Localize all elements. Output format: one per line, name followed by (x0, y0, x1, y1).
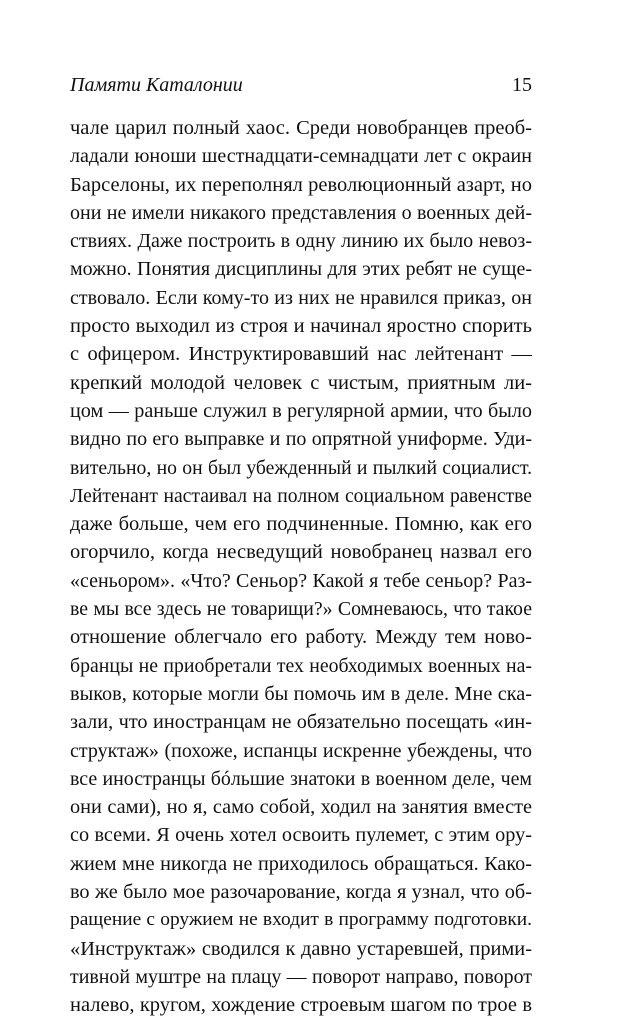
text-line: Лейтенант настаивал на полном социальном равенстве (70, 484, 532, 507)
text-line: с офицером. Инструктировавший нас лейтенант — (70, 343, 532, 366)
text-line: отношение облегчало его работу. Между тем ново- (70, 626, 532, 649)
text-line: они не имели никакого представления о военных дей- (70, 201, 532, 224)
text-line: чале царил полный хаос. Среди новобранцев преоб- (70, 117, 532, 139)
text-line: крепкий молодой человек с чистым, приятным ли- (70, 371, 532, 394)
text-line: выков, которые могли бы помочь им в деле. Мне ска- (70, 682, 532, 705)
text-line: ращение с оружием не входит в программу подготовки. (70, 909, 532, 931)
text-line: просто выходил из строя и начинал яростно спорить (70, 315, 532, 338)
text-line: «Инструктаж» сводился к давно устаревшей, прими- (70, 937, 532, 960)
text-line: во же было мое разочарование, когда я узнал, что об- (70, 881, 532, 904)
text-line: можно. Понятия дисциплины для этих ребят не суще- (70, 258, 532, 281)
text-line: ствовало. Если кому-то из них не нравился приказ, он (70, 286, 532, 309)
text-line: тивной муштре на плацу — поворот направо, поворот (70, 965, 532, 988)
text-line: жием мне никогда не приходилось обращаться. Како- (70, 852, 532, 875)
text-line: бранцы не приобретали тех необходимых военных на- (70, 654, 532, 677)
text-line: ствиях. Даже построить в одну линию их было невоз- (70, 230, 532, 253)
text-line: ве мы все здесь не товарищи?» Сомневаюсь, что такое (70, 598, 532, 621)
text-line: огорчило, когда несведущий новобранец назвал его (70, 541, 532, 564)
text-line: все иностранцы бóльшие знатоки в военном деле, чем (70, 767, 532, 790)
text-line: структаж» (похоже, испанцы искренне убеждены, что (70, 739, 532, 762)
text-line: ладали юноши шестнадцати-семнадцати лет с окраин (70, 145, 532, 168)
running-head (70, 72, 532, 98)
text-line: даже больше, чем его подчиненные. Помню, как его (70, 513, 532, 536)
running-title: Памяти Каталонии (70, 74, 243, 96)
text-line: зали, что иностранцам не обязательно посещать «ин- (70, 711, 532, 734)
text-line: видно по его выправке и по опрятной униформе. Уди- (70, 428, 532, 451)
text-line: они сами), но я, само собой, ходил на занятия вместе (70, 796, 532, 819)
page-number: 15 (512, 74, 532, 96)
text-line: Барселоны, их переполнял революционный азарт, но (70, 173, 532, 196)
text-line: со всеми. Я очень хотел освоить пулемет, с этим ору- (70, 824, 532, 847)
text-line: вительно, но он был убежденный и пылкий социалист. (70, 456, 532, 479)
text-line: цом — раньше служил в регулярной армии, что было (70, 399, 532, 422)
text-line: «сеньором». «Что? Сеньор? Какой я тебе сеньор? Раз- (70, 569, 532, 592)
text-line: налево, кругом, хождение строевым шагом по трое в (70, 994, 532, 1017)
body-text (70, 114, 532, 1020)
